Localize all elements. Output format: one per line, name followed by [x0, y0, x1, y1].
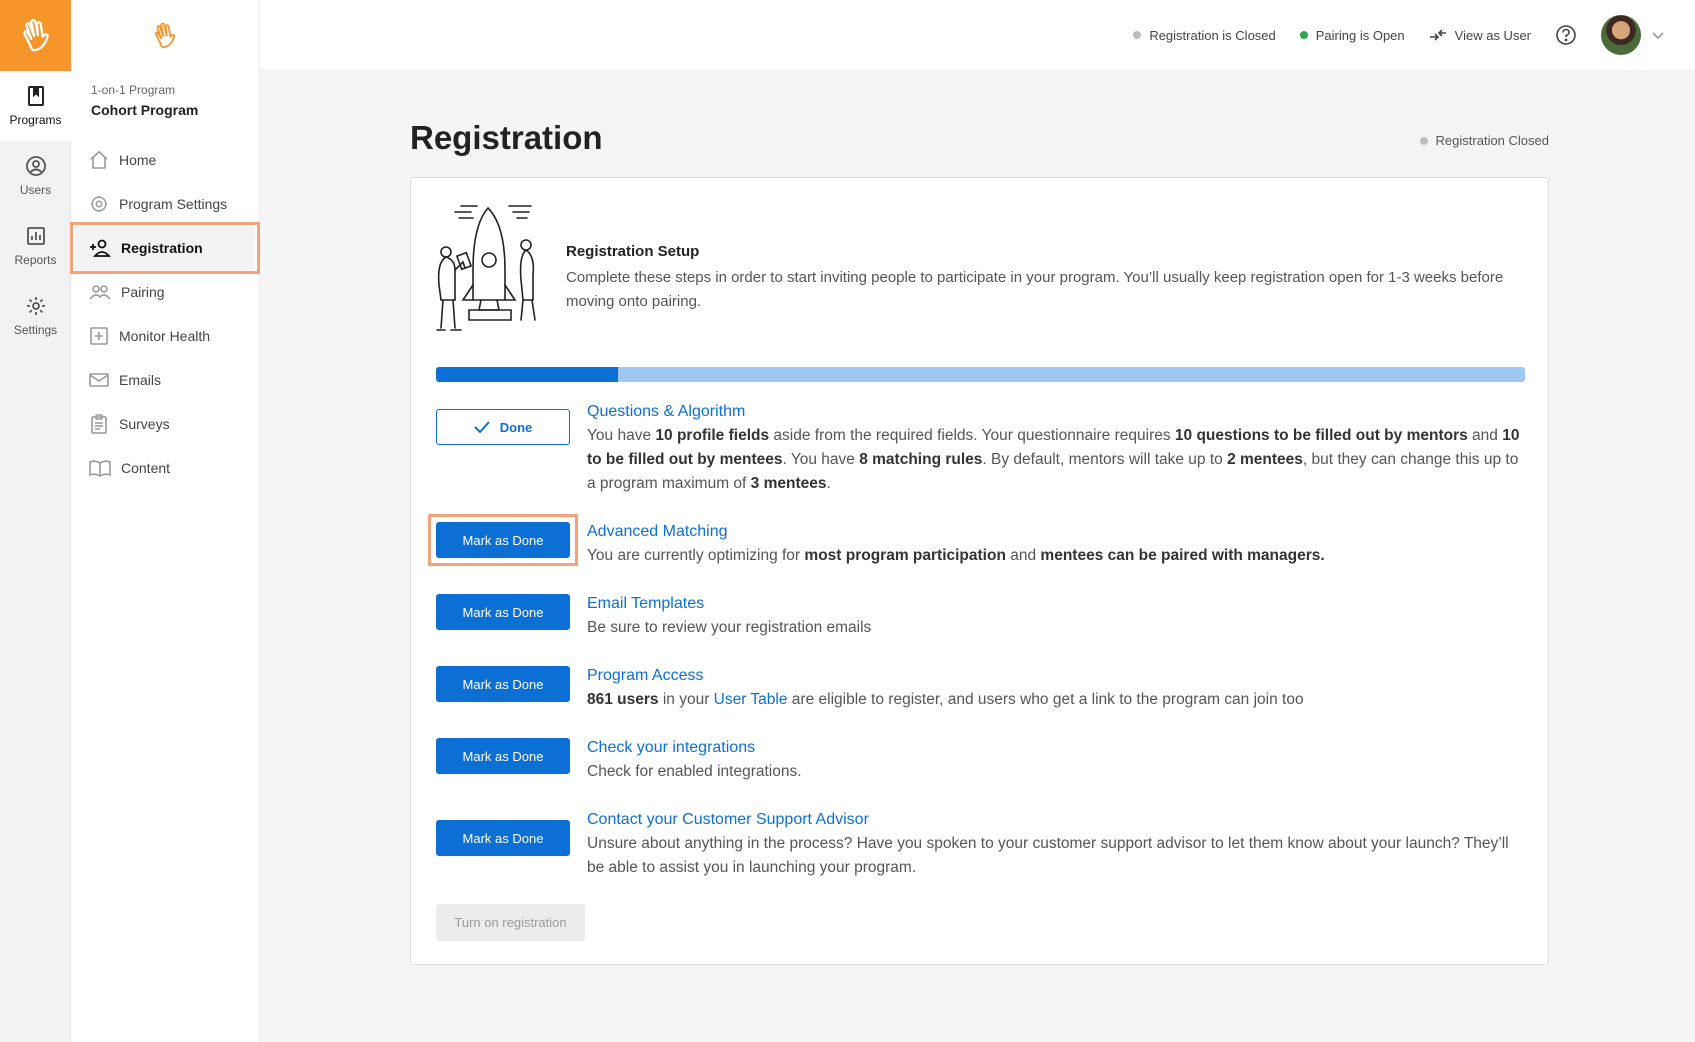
- bold-fragment: mentees can be paired with managers.: [1040, 547, 1325, 564]
- text-fragment: are eligible to register, and users who get a link to the program can join too: [787, 691, 1304, 708]
- pairing-status: [1300, 28, 1405, 43]
- registration-status-text: Registration is Closed: [1149, 27, 1276, 43]
- sidebar-item-registration[interactable]: [75, 226, 255, 270]
- text-fragment: and: [1467, 427, 1503, 444]
- questions-algorithm-link[interactable]: Questions & Algorithm: [587, 403, 746, 420]
- bold-fragment: 3 mentees: [750, 475, 827, 492]
- help-button[interactable]: [1555, 24, 1577, 46]
- setup-title: Registration Setup: [566, 243, 700, 260]
- step-description: Unsure about anything in the process? Have you spoken to your customer support advisor to let them know about your launch? They’ll be able to assist you in launching your program.: [587, 835, 1509, 876]
- gear-icon: [89, 194, 109, 214]
- book-open-icon: [89, 458, 111, 478]
- rail-item-programs[interactable]: [0, 71, 71, 141]
- switch-arrows-icon: [1429, 28, 1447, 42]
- support-advisor-link[interactable]: Contact your Customer Support Advisor: [587, 811, 869, 828]
- pairing-status-text: Pairing is Open: [1315, 27, 1405, 43]
- user-circle-icon: [25, 155, 47, 177]
- gear-icon: [25, 295, 47, 317]
- step-body: [587, 664, 1525, 712]
- step-description: [587, 688, 1525, 712]
- rail-item-settings[interactable]: [0, 281, 71, 351]
- step-description: Be sure to review your registration emails: [587, 619, 872, 636]
- rail-item-users[interactable]: [0, 141, 71, 211]
- view-as-user-button[interactable]: [1429, 28, 1531, 43]
- clipboard-icon: [89, 414, 109, 434]
- page-title: Registration: [410, 119, 603, 156]
- chevron-down-icon[interactable]: [1651, 30, 1665, 40]
- rocket-illustration: [433, 200, 551, 335]
- step-body: [587, 520, 1525, 568]
- step-body: [587, 736, 1525, 784]
- sidebar-item-pairing[interactable]: [71, 270, 259, 314]
- waving-hand-icon: [17, 17, 55, 55]
- progress-fill: [436, 367, 618, 382]
- rail-label: Reports: [14, 253, 57, 267]
- sidebar-item-program-settings[interactable]: [71, 182, 259, 226]
- setup-description: Complete these steps in order to start inviting people to participate in your program. You’ll usually keep registration open for 1-3 weeks before moving onto pairing.: [566, 269, 1504, 310]
- text-fragment: , but they can change this up to a program maximum of: [587, 451, 1519, 492]
- top-bar: [260, 0, 1695, 71]
- program-access-link[interactable]: Program Access: [587, 667, 704, 684]
- advanced-matching-link[interactable]: Advanced Matching: [587, 523, 728, 540]
- text-fragment: .: [826, 475, 831, 492]
- program-name: Cohort Program: [91, 102, 199, 118]
- book-icon: [26, 85, 46, 107]
- step-description: [587, 424, 1525, 496]
- program-nav: [71, 138, 259, 490]
- bold-fragment: 8 matching rules: [859, 451, 983, 468]
- user-table-link[interactable]: User Table: [713, 691, 788, 708]
- plus-square-icon: [89, 326, 109, 346]
- text-fragment: You are currently optimizing for: [587, 547, 805, 564]
- mark-as-done-button[interactable]: Mark as Done: [436, 522, 570, 558]
- pairing-icon: [89, 282, 111, 302]
- progress-bar: [436, 367, 1525, 382]
- bold-fragment: 10 profile fields: [655, 427, 770, 444]
- step-body: [587, 592, 1525, 640]
- sidebar-item-label: Content: [121, 460, 171, 476]
- text-fragment: and: [1005, 547, 1041, 564]
- mark-as-done-button[interactable]: Mark as Done: [436, 738, 570, 774]
- setup-intro: [566, 243, 1526, 314]
- bold-fragment: 2 mentees: [1227, 451, 1303, 468]
- sidebar-item-content[interactable]: [71, 446, 259, 490]
- brand-logo[interactable]: [0, 0, 71, 71]
- avatar[interactable]: [1601, 15, 1641, 55]
- sidebar-item-label: Surveys: [119, 416, 170, 432]
- program-type: 1-on-1 Program: [91, 83, 176, 97]
- sidebar-item-label: Program Settings: [119, 196, 228, 212]
- text-fragment: You have: [587, 427, 656, 444]
- integrations-link[interactable]: Check your integrations: [587, 739, 756, 756]
- rail-label: Users: [19, 183, 52, 197]
- text-fragment: aside from the required fields. Your questionnaire requires: [769, 427, 1175, 444]
- bold-fragment: 10 to be filled out by mentees: [587, 427, 1520, 468]
- step-body: [587, 808, 1525, 880]
- home-icon: [89, 150, 109, 170]
- status-dot: [1133, 31, 1141, 39]
- rail-label: Programs: [9, 113, 62, 127]
- sidebar-item-emails[interactable]: [71, 358, 259, 402]
- sidebar-item-surveys[interactable]: [71, 402, 259, 446]
- bold-fragment: most program participation: [804, 547, 1006, 564]
- help-icon: [1555, 24, 1577, 46]
- add-user-icon: [89, 238, 111, 258]
- check-icon: [474, 421, 490, 433]
- step-description: Check for enabled integrations.: [587, 763, 802, 780]
- mark-as-done-button[interactable]: Mark as Done: [436, 666, 570, 702]
- sidebar-item-label: Registration: [121, 240, 203, 256]
- waving-hand-icon: [150, 21, 180, 51]
- step-body: [587, 400, 1525, 496]
- mark-as-done-button[interactable]: Mark as Done: [436, 820, 570, 856]
- registration-status: [1133, 28, 1275, 43]
- icon-rail: [0, 0, 71, 1042]
- mail-icon: [89, 370, 109, 390]
- registration-card: [410, 177, 1549, 965]
- text-fragment: in your: [658, 691, 714, 708]
- status-dot: [1300, 31, 1308, 39]
- sidebar-item-label: Monitor Health: [119, 328, 211, 344]
- status-badge-text: Registration Closed: [1435, 133, 1549, 148]
- sidebar-item-home[interactable]: [71, 138, 259, 182]
- sidebar-item-label: Pairing: [121, 284, 165, 300]
- view-as-user-label: View as User: [1454, 27, 1531, 43]
- text-fragment: . You have: [782, 451, 860, 468]
- status-badge: [1420, 133, 1549, 148]
- sidebar-item-monitor-health[interactable]: [71, 314, 259, 358]
- step-description: [587, 544, 1525, 568]
- rail-item-reports[interactable]: [0, 211, 71, 281]
- program-logo: [71, 0, 259, 71]
- mark-as-done-button[interactable]: Mark as Done: [436, 594, 570, 630]
- sidebar-item-label: Emails: [119, 372, 162, 388]
- bar-chart-icon: [25, 225, 47, 247]
- done-button[interactable]: [436, 409, 570, 445]
- rail-label: Settings: [13, 323, 58, 337]
- text-fragment: . By default, mentors will take up to: [982, 451, 1228, 468]
- email-templates-link[interactable]: Email Templates: [587, 595, 705, 612]
- done-label: Done: [499, 419, 533, 435]
- bold-fragment: 861 users: [587, 691, 659, 708]
- program-sidebar: [71, 0, 260, 1042]
- status-dot: [1420, 137, 1428, 145]
- program-header: [71, 71, 259, 118]
- turn-on-registration-button[interactable]: Turn on registration: [436, 904, 585, 941]
- bold-fragment: 10 questions to be filled out by mentors: [1174, 427, 1468, 444]
- sidebar-item-label: Home: [119, 152, 157, 168]
